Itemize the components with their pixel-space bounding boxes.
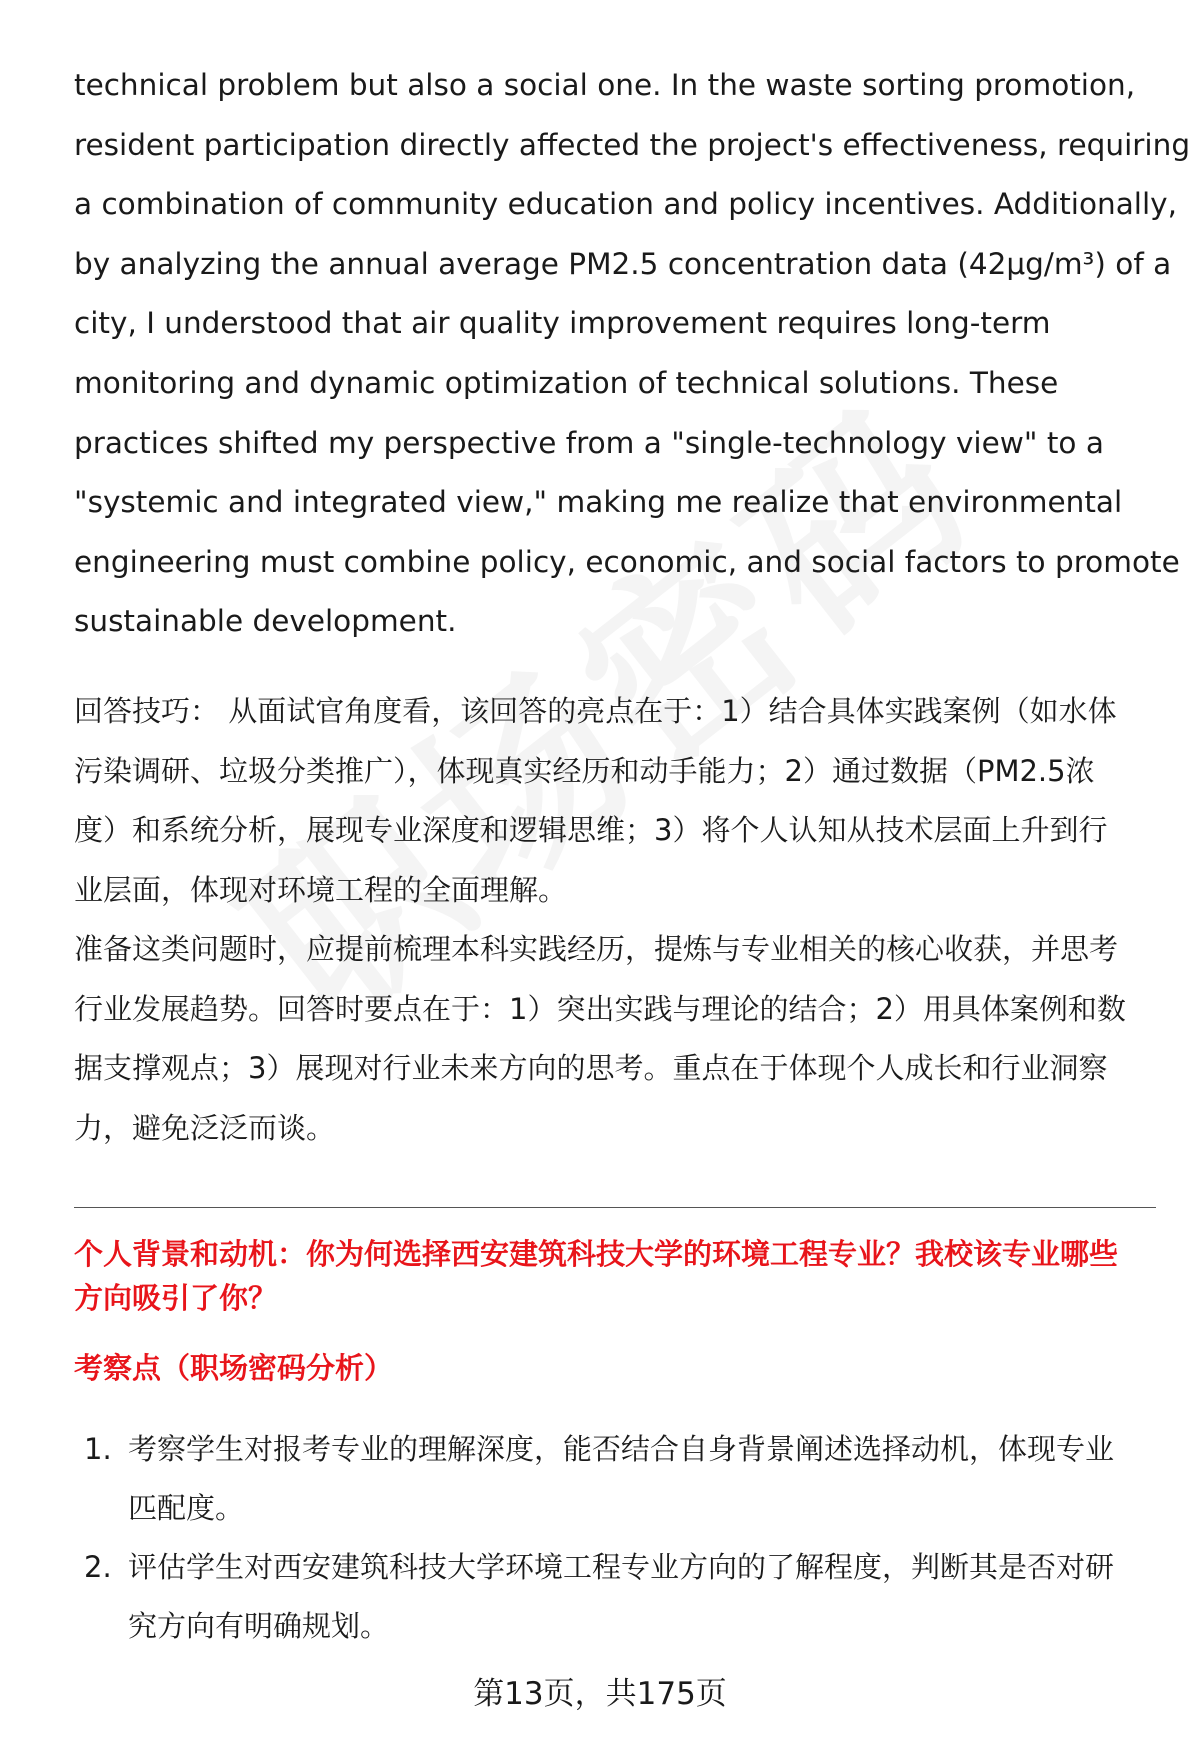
- paragraph-line: engineering must combine policy, economic, and social factors to promote: [74, 544, 1180, 579]
- english-paragraph: [74, 56, 1191, 652]
- question-line: 个人背景和动机：你为何选择西安建筑科技大学的环境工程专业？我校该专业哪些: [74, 1237, 1119, 1271]
- tips-line: 行业发展趋势。回答时要点在于：1）突出实践与理论的结合；2）用具体案例和数: [74, 991, 1126, 1026]
- paragraph-line: practices shifted my perspective from a "single-technology view" to a: [74, 425, 1104, 460]
- answer-tips: [74, 682, 1154, 1158]
- list-item-line: 究方向有明确规划。: [128, 1609, 390, 1643]
- paragraph-line: "systemic and integrated view," making me realize that environmental: [74, 485, 1123, 520]
- assessment-heading: 考察点（职场密码分析）: [74, 1351, 394, 1385]
- assessment-list: [74, 1420, 1164, 1656]
- section-divider: [74, 1207, 1156, 1208]
- paragraph-line: sustainable development.: [74, 604, 457, 639]
- tips-line: 污染调研、垃圾分类推广），体现真实经历和动手能力；2）通过数据（PM2.5浓: [74, 753, 1095, 788]
- tips-line: 度）和系统分析，展现专业深度和逻辑思维；3）将个人认知从技术层面上升到行: [74, 813, 1108, 847]
- tips-line: 力，避免泛泛而谈。: [74, 1110, 336, 1145]
- paragraph-line: by analyzing the annual average PM2.5 concentration data (42μg/m³) of a: [74, 246, 1172, 281]
- tips-line: 业层面，体现对环境工程的全面理解。: [74, 872, 568, 907]
- page-number: 第13页，共175页: [473, 1676, 727, 1712]
- question-heading: [74, 1232, 1160, 1320]
- paragraph-line: city, I understood that air quality improvement requires long-term: [74, 306, 1051, 341]
- paragraph-line: resident participation directly affected the project's effectiveness, requiring: [74, 127, 1191, 162]
- list-item: [74, 1420, 1164, 1538]
- list-number: 2.: [84, 1550, 112, 1584]
- list-item-line: 考察学生对报考专业的理解深度，能否结合自身背景阐述选择动机，体现专业: [128, 1432, 1115, 1466]
- list-item-line: 匹配度。: [128, 1491, 245, 1525]
- list-number: 1.: [84, 1432, 112, 1466]
- question-line: 方向吸引了你？: [74, 1281, 278, 1315]
- tips-line: 回答技巧： 从面试官角度看，该回答的亮点在于：1）结合具体实践案例（如水体: [74, 694, 1117, 728]
- list-item: [74, 1538, 1164, 1656]
- tips-line: 准备这类问题时，应提前梳理本科实践经历，提炼与专业相关的核心收获，并思考: [74, 932, 1119, 966]
- paragraph-line: a combination of community education and policy incentives. Additionally,: [74, 187, 1178, 222]
- tips-line: 据支撑观点；3）展现对行业未来方向的思考。重点在于体现个人成长和行业洞察: [74, 1051, 1108, 1085]
- paragraph-line: technical problem but also a social one. In the waste sorting promotion,: [74, 68, 1136, 102]
- paragraph-line: monitoring and dynamic optimization of technical solutions. These: [74, 365, 1059, 400]
- list-item-line: 评估学生对西安建筑科技大学环境工程专业方向的了解程度，判断其是否对研: [128, 1550, 1115, 1584]
